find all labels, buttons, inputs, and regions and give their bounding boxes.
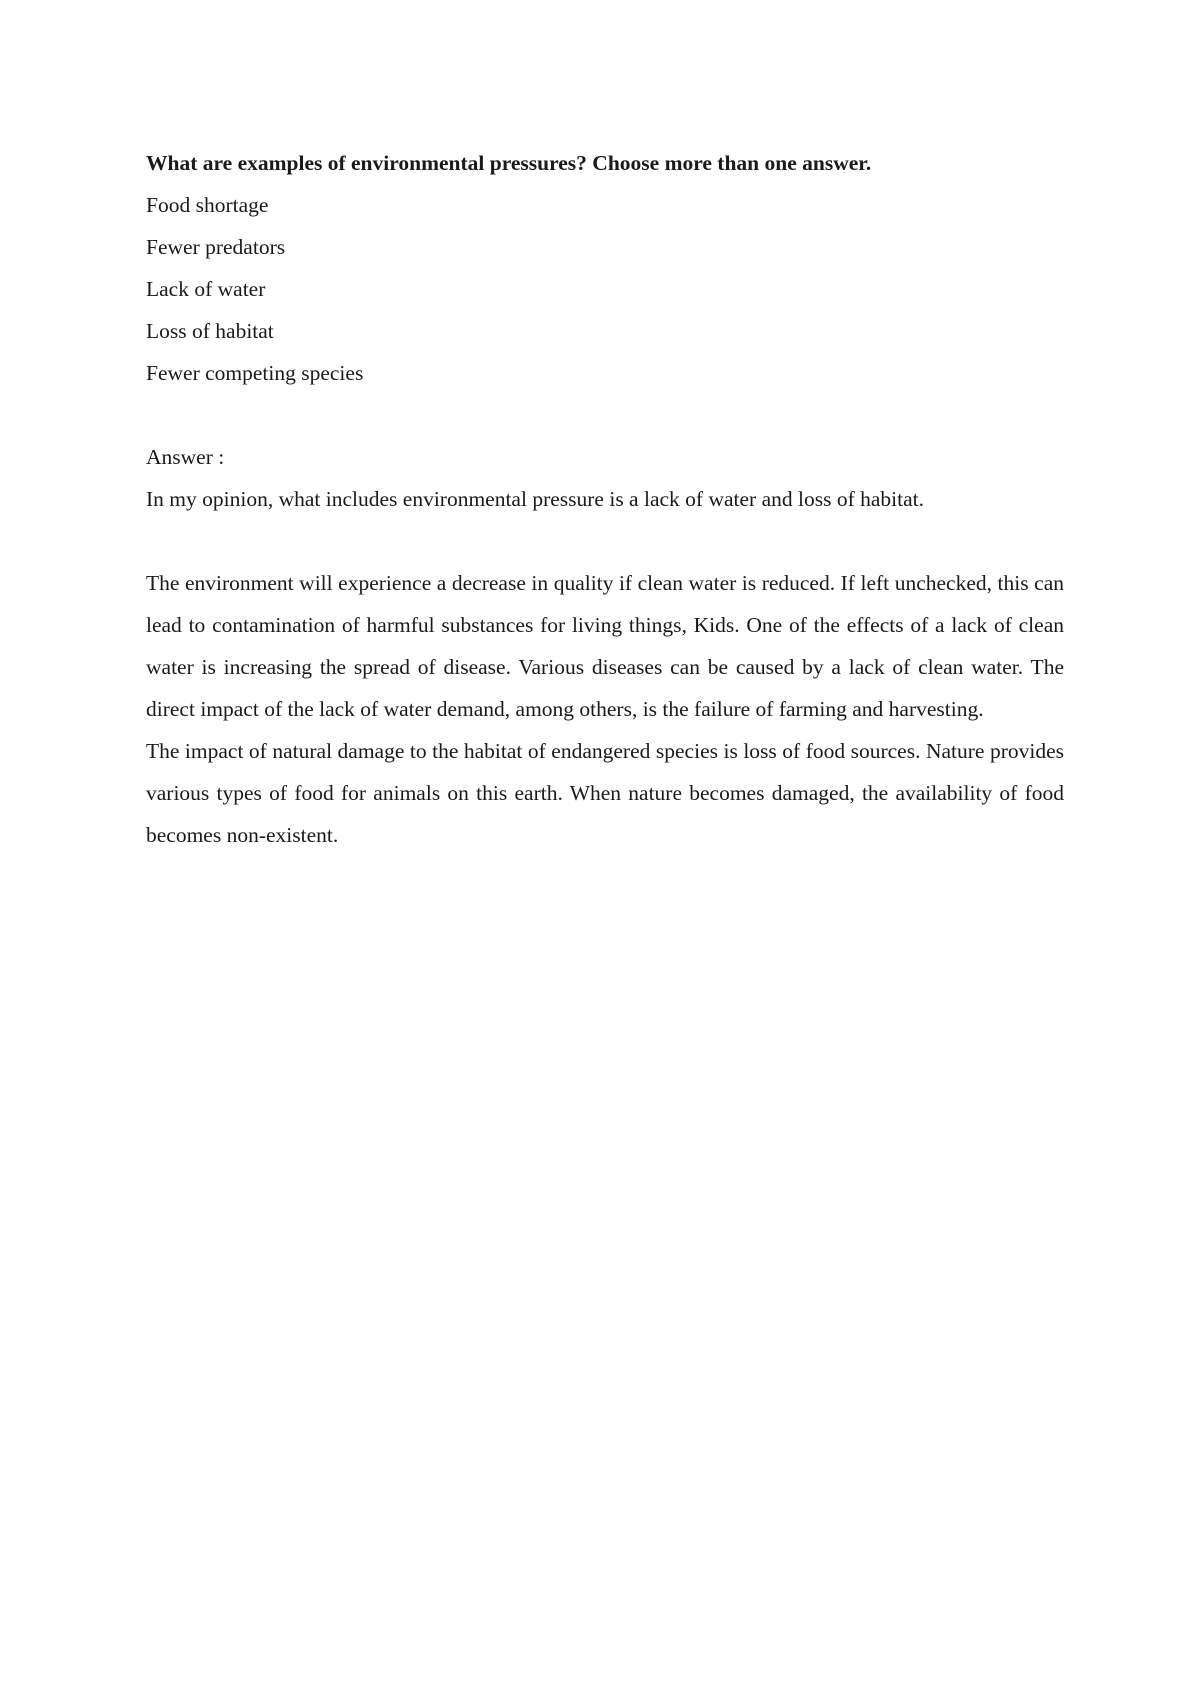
option-fewer-predators: Fewer predators [146, 235, 286, 259]
paragraph-habitat: The impact of natural damage to the habitat of endangered species is loss of food sources. Nature provides various types of food for animals on this earth. When nature becomes damaged, the availability of food becomes non-existent. [146, 739, 1064, 847]
option-food-shortage: Food shortage [146, 193, 269, 217]
answer-options [146, 184, 1064, 394]
option-loss-of-habitat: Loss of habitat [146, 319, 274, 343]
opinion-statement: In my opinion, what includes environmental pressure is a lack of water and loss of habitat. [146, 487, 924, 511]
option-fewer-competing-species: Fewer competing species [146, 361, 364, 385]
document-body [146, 142, 1064, 856]
option-lack-of-water: Lack of water [146, 277, 266, 301]
paragraph-water: The environment will experience a decrease in quality if clean water is reduced. If left unchecked, this can lead to contamination of harmful substances for living things, Kids. One of the effects of a lack of clean water is increasing the spread of disease. Various diseases can be caused by a lack of clean water. The direct impact of the lack of water demand, among others, is the failure of farming and harvesting. [146, 571, 1064, 721]
answer-label: Answer : [146, 445, 225, 469]
question-heading: What are examples of environmental pressures? Choose more than one answer. [146, 151, 872, 175]
